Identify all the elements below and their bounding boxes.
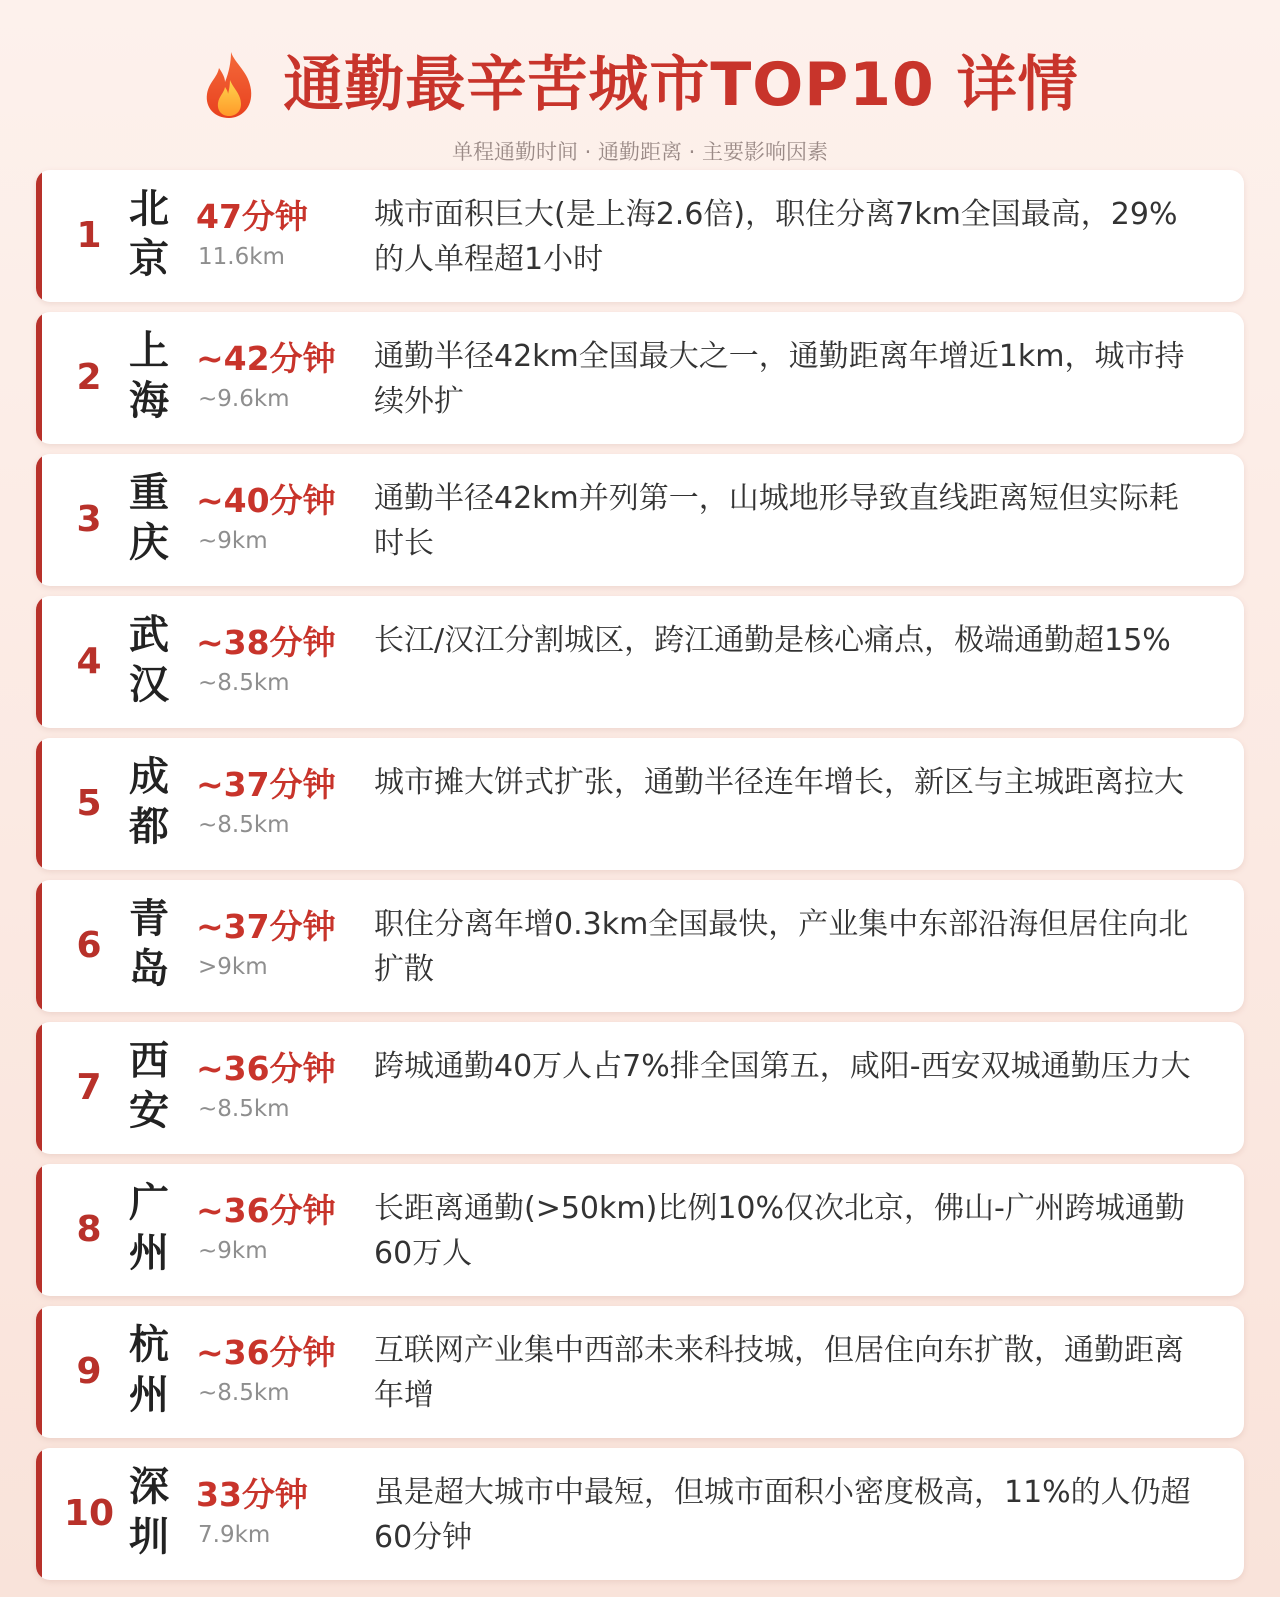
rank-accent-bar [36, 1164, 42, 1296]
commute-time: ~40分钟 [196, 481, 336, 520]
city-name: 广州 [129, 1180, 169, 1276]
city-name: 成都 [129, 754, 169, 850]
commute-time: ~37分钟 [196, 907, 336, 946]
rank-accent-bar [36, 170, 42, 302]
factor-description: 职住分离年增0.3km全国最快，产业集中东部沿海但居住向北扩散 [374, 907, 1189, 987]
factor-description: 城市摊大饼式扩张，通勤半径连年增长，新区与主城距离拉大 [374, 765, 1184, 800]
city-card [36, 738, 1244, 870]
rank-accent-bar [36, 1022, 42, 1154]
city-card [36, 1022, 1244, 1154]
factor-description: 长距离通勤(>50km)比例10%仅次北京，佛山-广州跨城通勤60万人 [374, 1191, 1185, 1271]
rank-number: 9 [76, 1351, 102, 1392]
city-card [36, 312, 1244, 444]
page-subtitle: 单程通勤时间 · 通勤距离 · 主要影响因素 [451, 140, 829, 164]
commute-distance: >9km [198, 954, 268, 980]
commute-time: ~36分钟 [196, 1049, 336, 1088]
city-name: 深圳 [129, 1464, 169, 1560]
city-name: 上海 [129, 328, 169, 424]
factor-description: 城市面积巨大(是上海2.6倍)，职住分离7km全国最高，29%的人单程超1小时 [374, 197, 1178, 277]
commute-time: 47分钟 [196, 197, 308, 236]
factor-description: 互联网产业集中西部未来科技城，但居住向东扩散，通勤距离年增 [374, 1333, 1184, 1413]
rank-accent-bar [36, 1448, 42, 1580]
title-row [0, 40, 1280, 130]
rank-accent-bar [36, 880, 42, 1012]
factor-description: 通勤半径42km全国最大之一，通勤距离年增近1km，城市持续外扩 [374, 339, 1185, 419]
commute-distance: ~8.5km [198, 812, 290, 838]
rank-number: 5 [76, 783, 102, 824]
factor-description: 长江/汉江分割城区，跨江通勤是核心痛点，极端通勤超15% [374, 623, 1171, 658]
rank-number: 6 [76, 925, 102, 966]
rank-accent-bar [36, 1306, 42, 1438]
city-card [36, 454, 1244, 586]
commute-time: ~37分钟 [196, 765, 336, 804]
rank-number: 4 [76, 641, 102, 682]
commute-time: ~38分钟 [196, 623, 336, 662]
city-name: 武汉 [129, 612, 169, 708]
factor-description: 通勤半径42km并列第一，山城地形导致直线距离短但实际耗时长 [374, 481, 1179, 561]
city-name: 西安 [129, 1038, 169, 1134]
city-card [36, 1306, 1244, 1438]
city-name: 青岛 [129, 896, 169, 992]
commute-time: ~42分钟 [196, 339, 336, 378]
commute-distance: ~8.5km [198, 1380, 290, 1406]
city-card [36, 880, 1244, 1012]
commute-time: ~36分钟 [196, 1191, 336, 1230]
commute-time: ~36分钟 [196, 1333, 336, 1372]
commute-distance: 7.9km [198, 1522, 271, 1548]
rank-accent-bar [36, 312, 42, 444]
commute-distance: ~8.5km [198, 670, 290, 696]
header [0, 40, 1280, 166]
commute-distance: 11.6km [198, 244, 285, 270]
rank-number: 2 [76, 357, 102, 398]
city-name: 杭州 [129, 1322, 169, 1418]
commute-time: 33分钟 [196, 1475, 308, 1514]
rank-number: 10 [63, 1493, 115, 1534]
rank-number: 1 [76, 215, 102, 256]
fire-icon [201, 50, 257, 120]
rank-accent-bar [36, 738, 42, 870]
rank-number: 8 [76, 1209, 102, 1250]
city-list [36, 170, 1244, 1590]
city-name: 北京 [129, 186, 169, 282]
rank-accent-bar [36, 454, 42, 586]
rank-number: 3 [76, 499, 102, 540]
rank-number: 7 [76, 1067, 102, 1108]
commute-distance: ~9km [198, 1238, 268, 1264]
commute-distance: ~9km [198, 528, 268, 554]
commute-distance: ~9.6km [198, 386, 290, 412]
city-card [36, 596, 1244, 728]
commute-distance: ~8.5km [198, 1096, 290, 1122]
city-card [36, 1448, 1244, 1580]
city-card [36, 1164, 1244, 1296]
city-name: 重庆 [129, 470, 169, 566]
factor-description: 虽是超大城市中最短，但城市面积小密度极高，11%的人仍超60分钟 [374, 1475, 1191, 1555]
page-title: 通勤最辛苦城市TOP10 详情 [283, 50, 1079, 120]
city-card [36, 170, 1244, 302]
rank-accent-bar [36, 596, 42, 728]
factor-description: 跨城通勤40万人占7%排全国第五，咸阳-西安双城通勤压力大 [374, 1049, 1191, 1084]
